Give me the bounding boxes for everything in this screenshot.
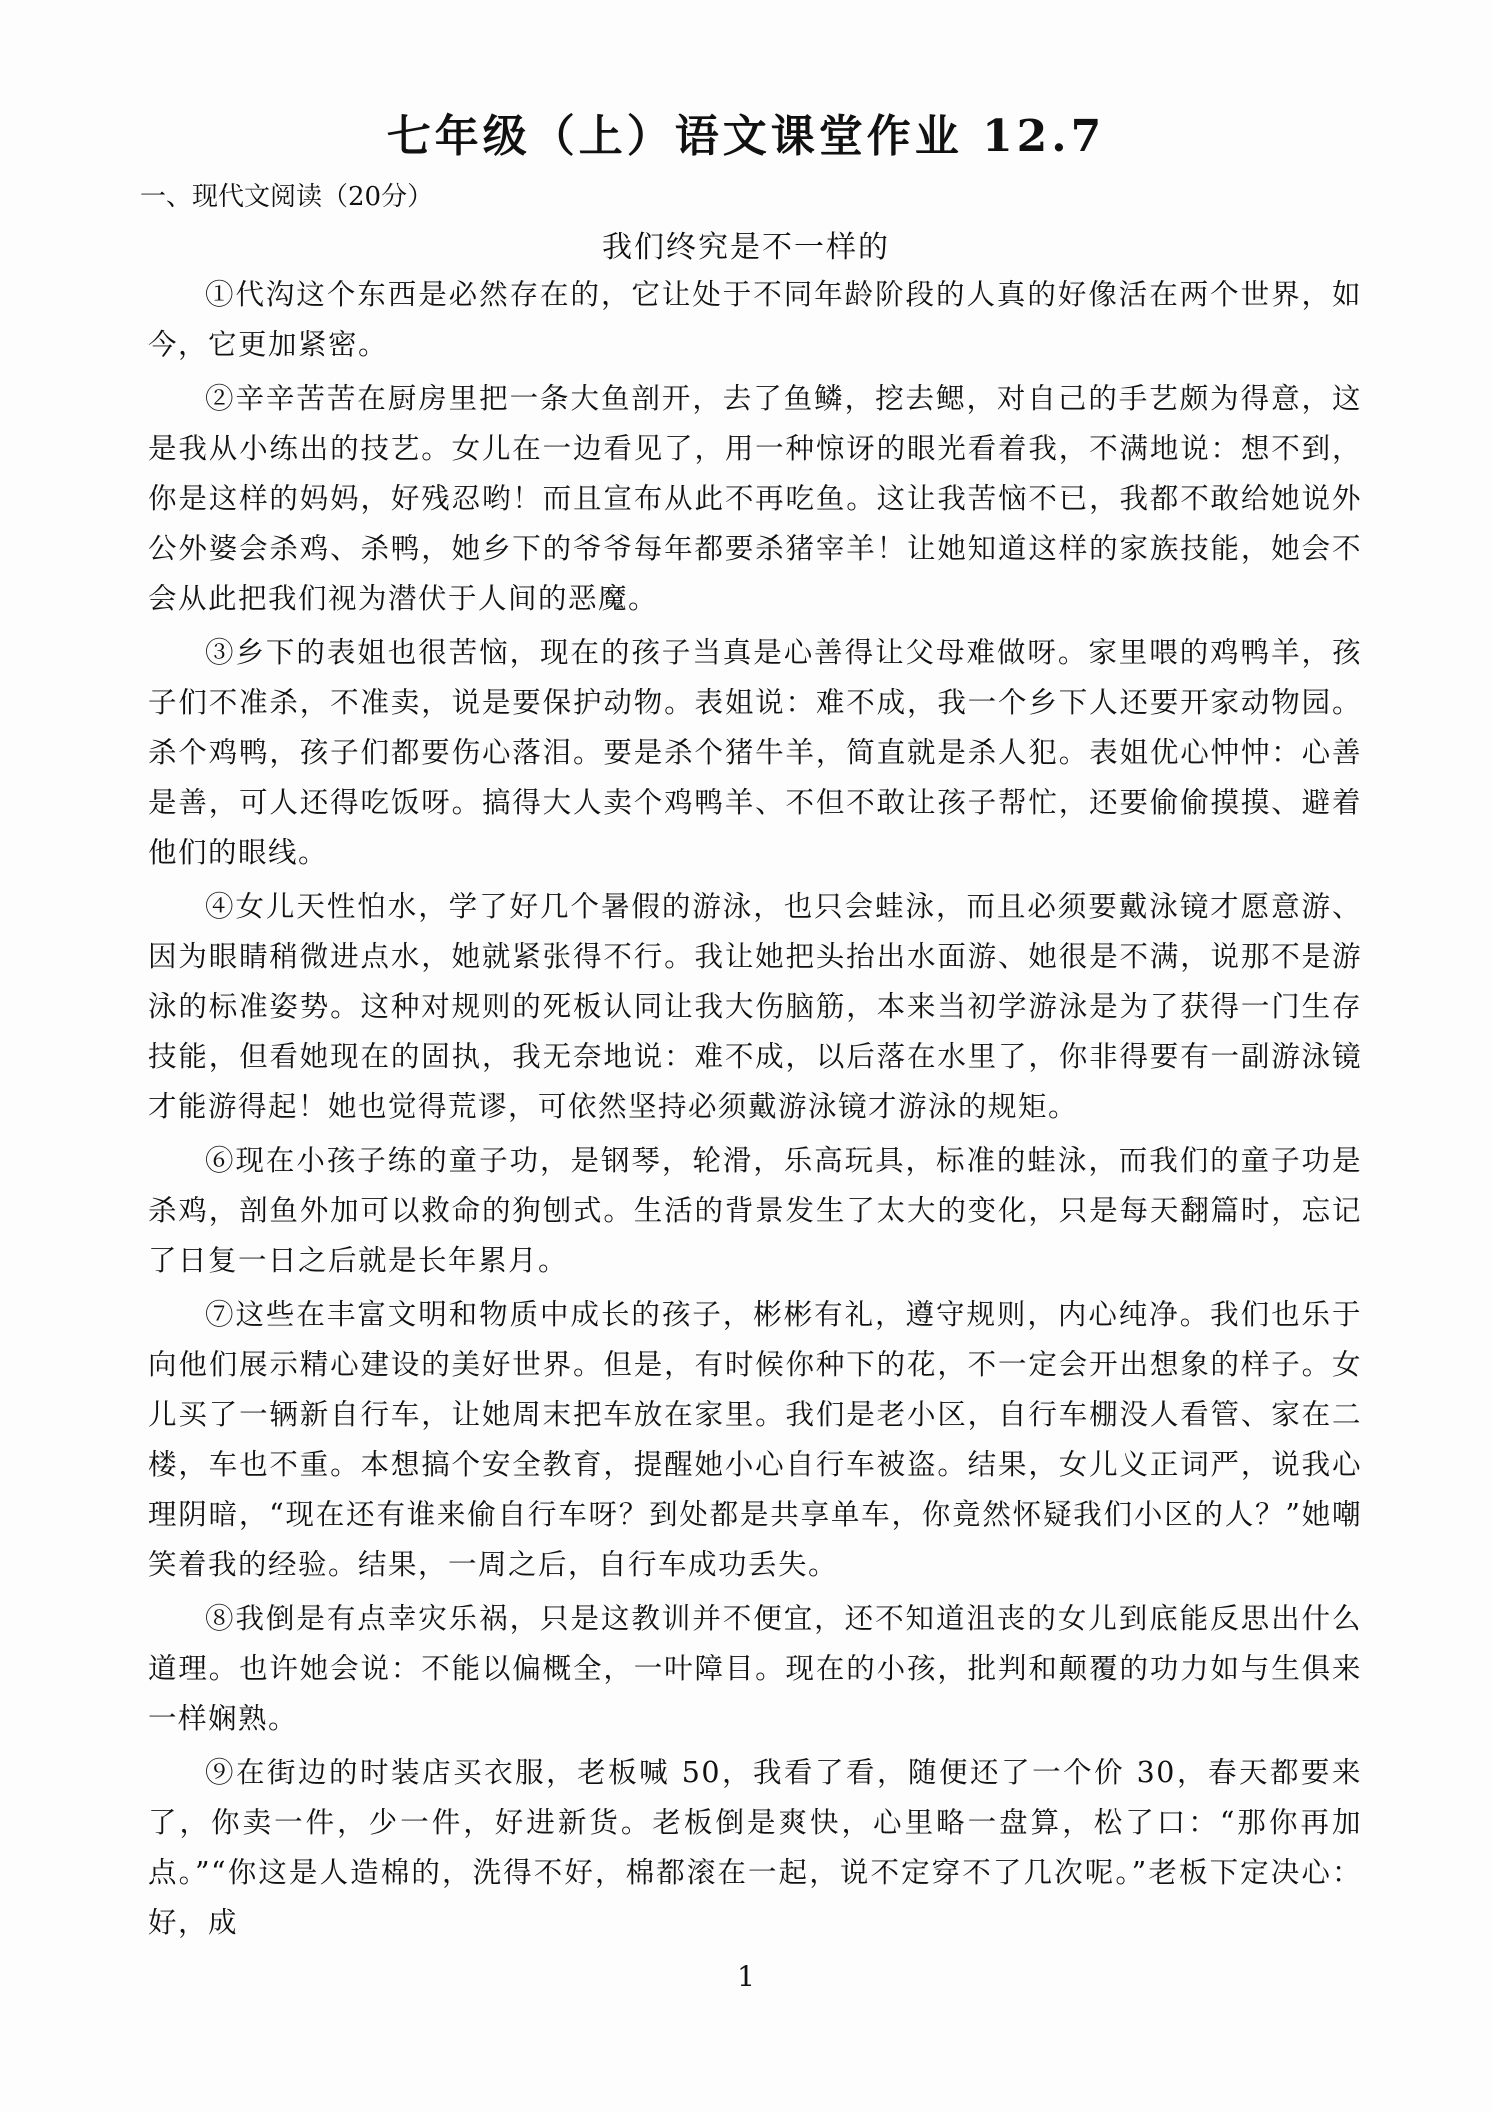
paragraph: ⑨在街边的时装店买衣服，老板喊 50，我看了看，随便还了一个价 30，春天都要来了，你卖一件，少一件，好进新货。老板倒是爽快，心里略一盘算，松了口：“那你再加点。”“你这是人造棉的，洗得不好，棉都滚在一起，说不定穿不了几次呢。”老板下定决心：好，成 [148,1756,1362,1939]
paragraph: ④女儿天性怕水，学了好几个暑假的游泳，也只会蛙泳，而且必须要戴泳镜才愿意游、因为眼睛稍微进点水，她就紧张得不行。我让她把头抬出水面游、她很是不满，说那不是游泳的标准姿势。这种对规则的死板认同让我大伤脑筋，本来当初学游泳是为了获得一门生存技能，但看她现在的固执，我无奈地说：难不成，以后落在水里了，你非得要有一副游泳镜才能游得起！她也觉得荒谬，可依然坚持必须戴游泳镜才游泳的规矩。 [148,890,1362,1123]
paragraph: ⑥现在小孩子练的童子功，是钢琴，轮滑，乐高玩具，标准的蛙泳，而我们的童子功是杀鸡，剖鱼外加可以救命的狗刨式。生活的背景发生了太大的变化，只是每天翻篇时，忘记了日复一日之后就是长年累月。 [148,1144,1362,1277]
paragraph: ②辛辛苦苦在厨房里把一条大鱼剖开，去了鱼鳞，挖去鳃，对自己的手艺颇为得意，这是我从小练出的技艺。女儿在一边看见了，用一种惊讶的眼光看着我，不满地说：想不到，你是这样的妈妈，好残忍哟！而且宣布从此不再吃鱼。这让我苦恼不已，我都不敢给她说外公外婆会杀鸡、杀鸭，她乡下的爷爷每年都要杀猪宰羊！让她知道这样的家族技能，她会不会从此把我们视为潜伏于人间的恶魔。 [148,382,1362,615]
paragraph: ①代沟这个东西是必然存在的，它让处于不同年龄阶段的人真的好像活在两个世界，如今，它更加紧密。 [148,278,1362,361]
page-number: 1 [737,1960,755,1993]
article-body [148,270,1362,1952]
article-title: 我们终究是不一样的 [602,230,890,265]
section-heading: 一、现代文阅读（20分） [140,182,434,212]
document-title: 七年级（上）语文课堂作业 12.7 [386,111,1106,162]
paragraph: ③乡下的表姐也很苦恼，现在的孩子当真是心善得让父母难做呀。家里喂的鸡鸭羊，孩子们不准杀，不准卖，说是要保护动物。表姐说：难不成，我一个乡下人还要开家动物园。杀个鸡鸭，孩子们都要伤心落泪。要是杀个猪牛羊，简直就是杀人犯。表姐优心忡忡：心善是善，可人还得吃饭呀。搞得大人卖个鸡鸭羊、不但不敢让孩子帮忙，还要偷偷摸摸、避着他们的眼线。 [148,636,1362,869]
paragraph: ⑧我倒是有点幸灾乐祸，只是这教训并不便宜，还不知道沮丧的女儿到底能反思出什么道理。也许她会说：不能以偏概全，一叶障目。现在的小孩，批判和颠覆的功力如与生俱来一样娴熟。 [148,1602,1362,1735]
paragraph: ⑦这些在丰富文明和物质中成长的孩子，彬彬有礼，遵守规则，内心纯净。我们也乐于向他们展示精心建设的美好世界。但是，有时候你种下的花，不一定会开出想象的样子。女儿买了一辆新自行车，让她周末把车放在家里。我们是老小区，自行车棚没人看管、家在二楼，车也不重。本想搞个安全教育，提醒她小心自行车被盗。结果，女儿义正词严，说我心理阴暗，“现在还有谁来偷自行车呀？到处都是共享单车，你竟然怀疑我们小区的人？”她嘲笑着我的经验。结果，一周之后，自行车成功丢失。 [148,1298,1362,1581]
